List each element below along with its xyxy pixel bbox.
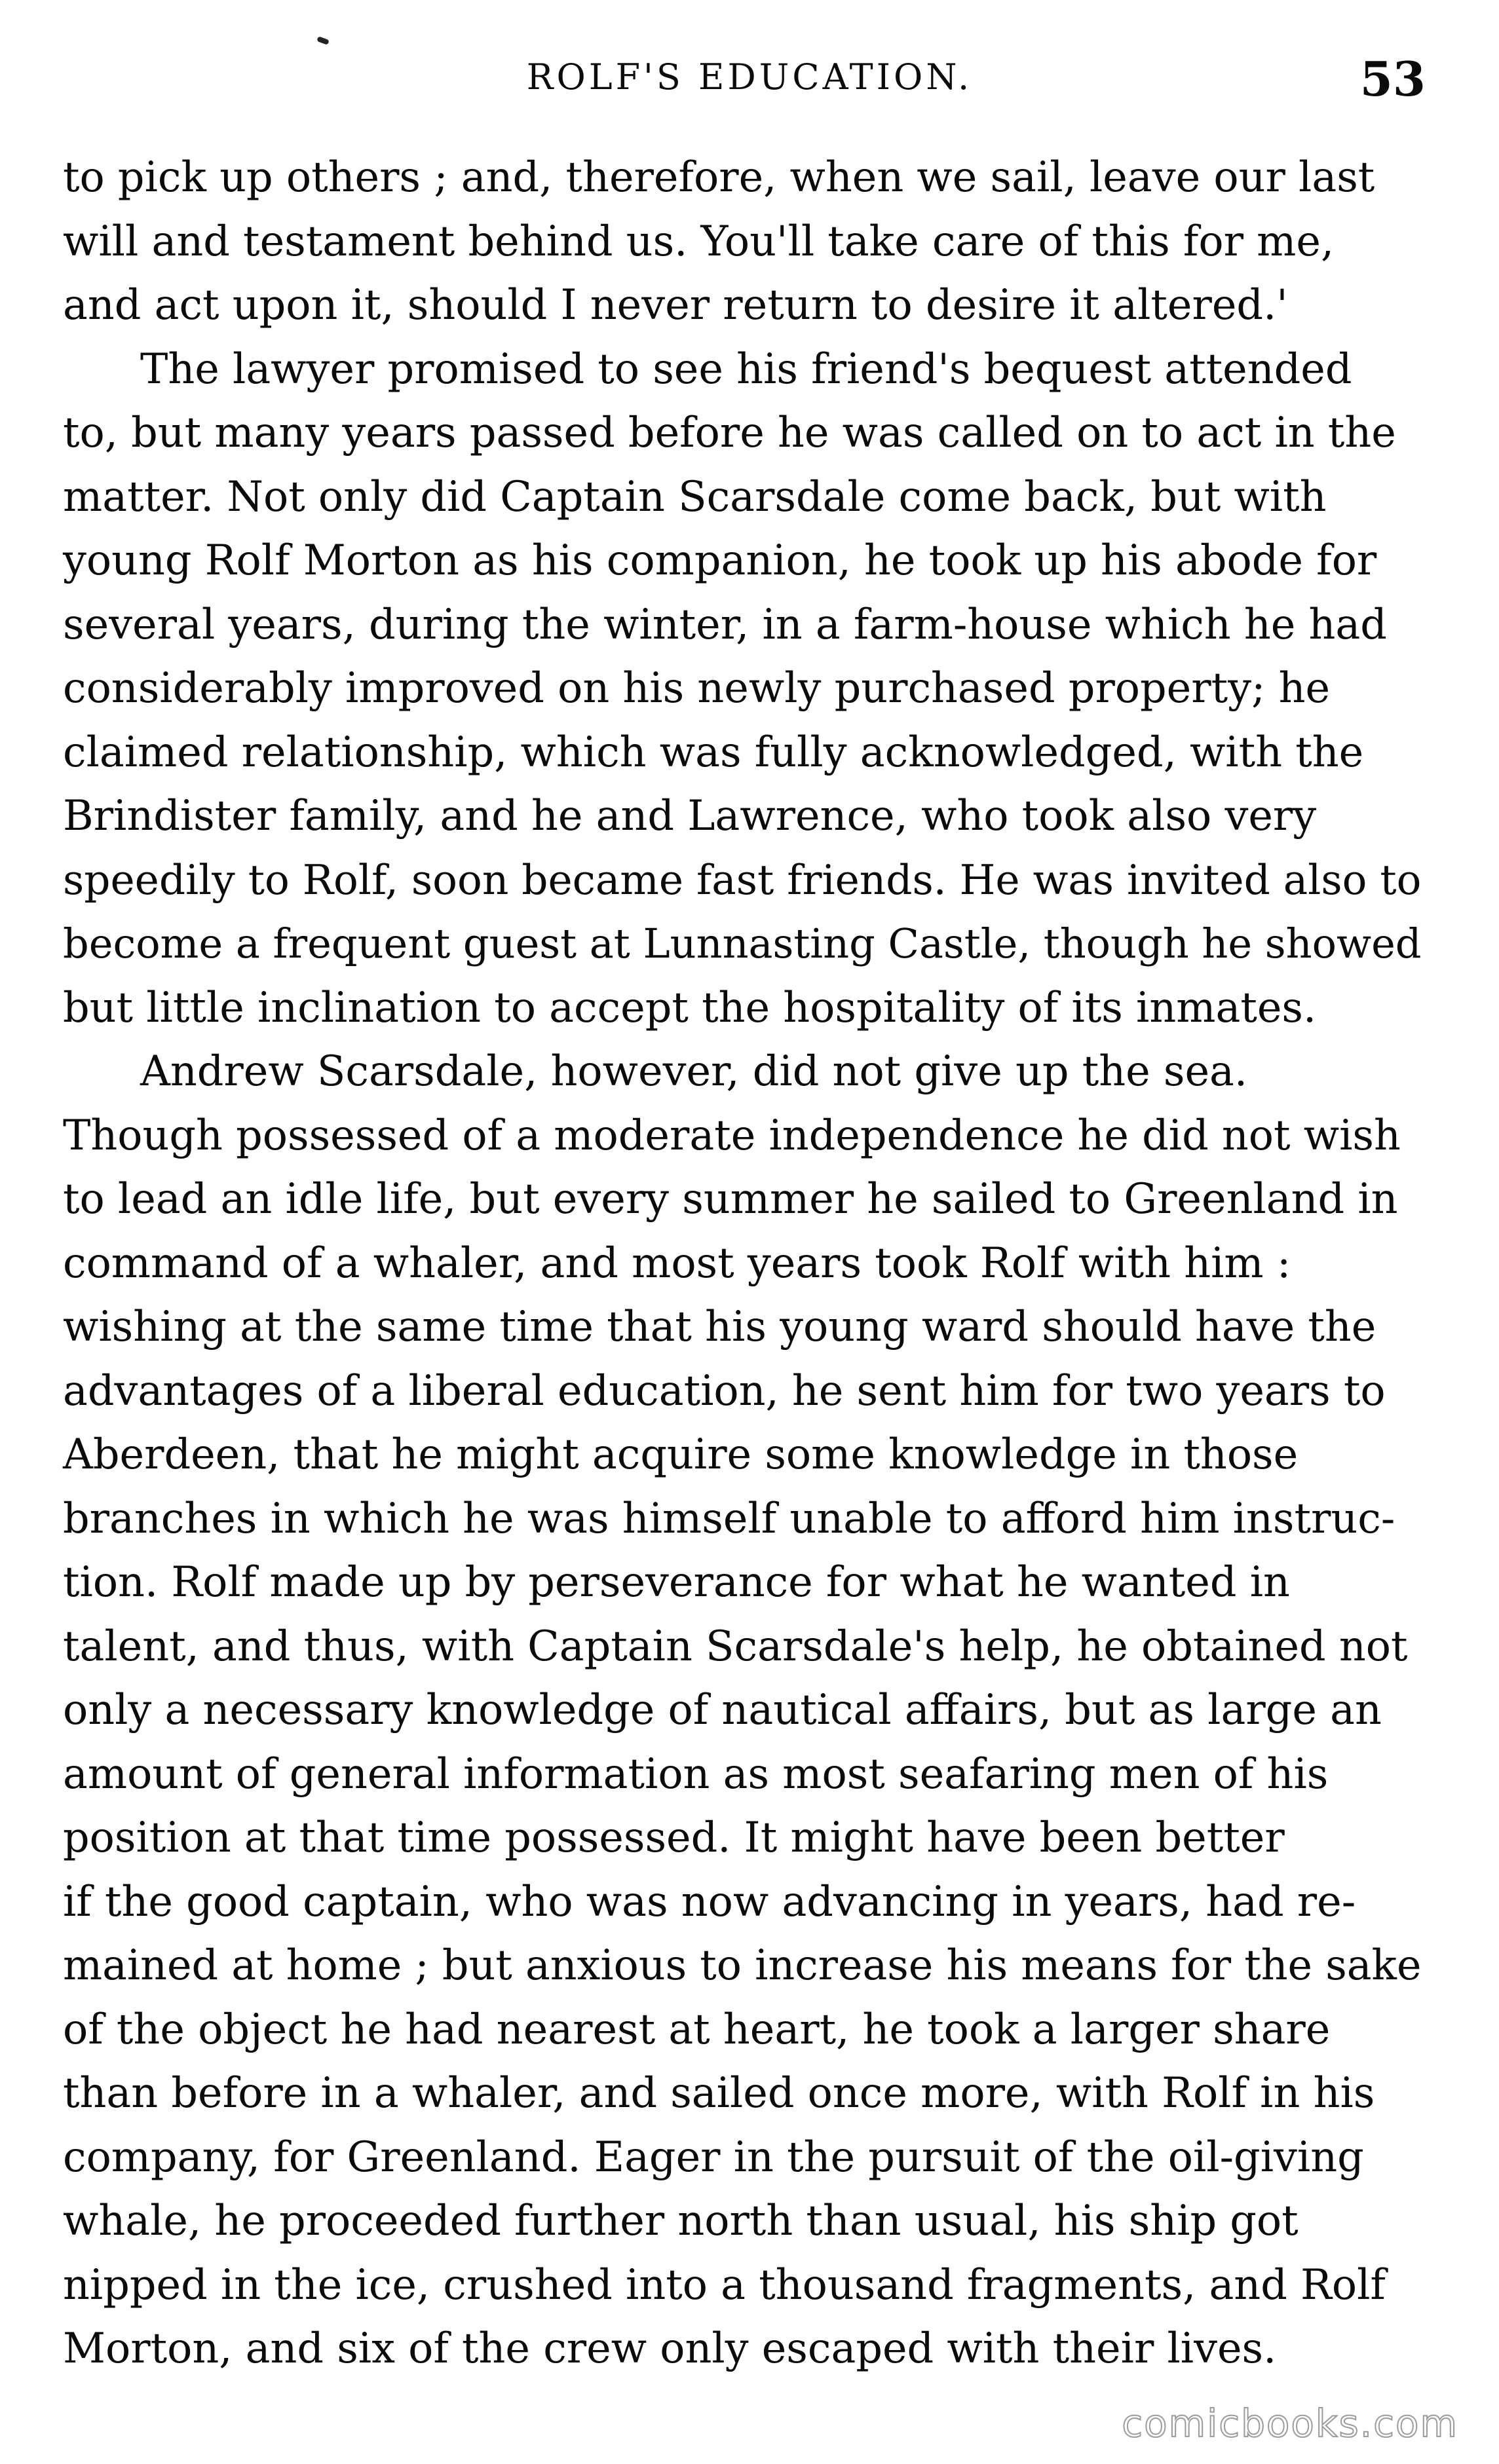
watermark: comicbooks.com: [1122, 2401, 1458, 2446]
text-line: talent, and thus, with Captain Scarsdale's help, he obtained not: [63, 1621, 1408, 1670]
text-line: Andrew Scarsdale, however, did not give up the sea.: [140, 1047, 1248, 1095]
text-line: tion. Rolf made up by perseverance for what he wanted in: [63, 1558, 1290, 1606]
paragraph-1: [63, 145, 1422, 337]
text-line: to pick up others ; and, therefore, when we sail, leave our last: [63, 153, 1375, 201]
text-line: only a necessary knowledge of nautical affairs, but as large an: [63, 1685, 1382, 1734]
text-line: to lead an idle life, but every summer he sailed to Greenland in: [63, 1174, 1398, 1223]
text-line: speedily to Rolf, soon became fast friends. He was invited also to: [63, 855, 1422, 904]
text-line: Though possessed of a moderate independence he did not wish: [63, 1110, 1401, 1159]
text-line: nipped in the ice, crushed into a thousand fragments, and Rolf: [63, 2260, 1386, 2309]
text-line: become a frequent guest at Lunnasting Castle, though he showed: [63, 920, 1422, 967]
paragraph-2: [63, 337, 1422, 1040]
ink-speck: [316, 36, 330, 45]
text-line: young Rolf Morton as his companion, he took up his abode for: [63, 536, 1377, 584]
text-line: if the good captain, who was now advancing in years, had re-: [63, 1876, 1356, 1926]
text-line: whale, he proceeded further north than usual, his ship got: [63, 2196, 1299, 2245]
text-line: branches in which he was himself unable to afford him instruc-: [63, 1493, 1395, 1542]
text-line: command of a whaler, and most years took Rolf with him :: [63, 1238, 1291, 1287]
text-line: of the object he had nearest at heart, he took a larger share: [63, 2004, 1331, 2053]
text-line: and act upon it, should I never return to desire it altered.': [63, 280, 1288, 329]
body-text: [63, 145, 1422, 2381]
text-line: company, for Greenland. Eager in the pursuit of the oil-giving: [63, 2132, 1364, 2181]
text-line: several years, during the winter, in a farm-house which he had: [63, 599, 1387, 648]
text-line: claimed relationship, which was fully acknowledged, with the: [63, 727, 1364, 776]
text-line: to, but many years passed before he was called on to act in the: [63, 408, 1396, 457]
text-line: considerably improved on his newly purchased property; he: [63, 663, 1331, 712]
text-line: Morton, and six of the crew only escaped with their lives.: [63, 2324, 1277, 2372]
text-line: will and testament behind us. You'll take care of this for me,: [63, 216, 1335, 265]
text-line: Brindister family, and he and Lawrence, who took also very: [63, 791, 1317, 840]
text-line: The lawyer promised to see his friend's bequest attended: [140, 344, 1352, 393]
text-line: than before in a whaler, and sailed once more, with Rolf in his: [63, 2068, 1375, 2117]
text-line: amount of general information as most seafaring men of his: [63, 1749, 1329, 1798]
paragraph-3: [63, 1039, 1422, 2381]
page-number: 53: [1359, 51, 1426, 107]
page-header: [0, 51, 1499, 130]
text-line: matter. Not only did Captain Scarsdale come back, but with: [63, 472, 1327, 521]
text-line: wishing at the same time that his young ward should have the: [63, 1302, 1376, 1351]
text-line: but little inclination to accept the hospitality of its inmates.: [63, 982, 1317, 1032]
running-head: ROLF'S EDUCATION.: [526, 56, 973, 98]
text-line: advantages of a liberal education, he sent him for two years to: [63, 1366, 1386, 1415]
text-line: position at that time possessed. It might have been better: [63, 1813, 1285, 1861]
text-line: mained at home ; but anxious to increase his means for the sake: [63, 1941, 1422, 1989]
text-line: Aberdeen, that he might acquire some knowledge in those: [63, 1430, 1299, 1478]
